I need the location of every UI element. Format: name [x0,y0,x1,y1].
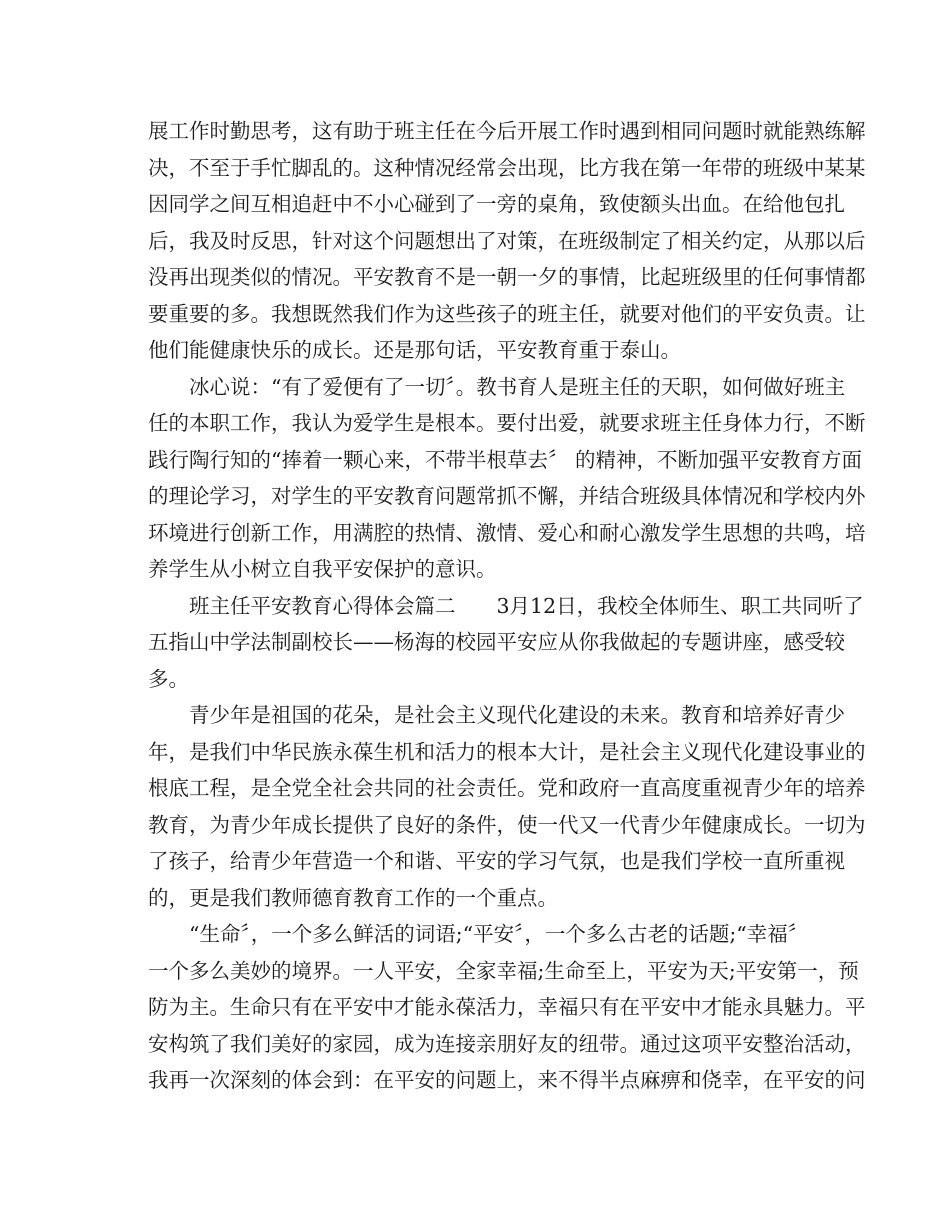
text-line: 多。 [148,666,189,691]
text-line: 决，不至于手忙脚乱的。这种情况经常会出现，比方我在第一年带的班级中某某 [148,155,866,180]
text-line: 的，更是我们教师德育教育工作的一个重点。 [148,885,558,910]
text-line: 班主任平安教育心得体会篇二 3月12日，我校全体师生、职工共同听了 [148,593,864,618]
text-line: 任的本职工作，我认为爱学生是根本。要付出爱，就要求班主任身体力行，不断 [148,411,866,435]
text-line: 他们能健康快乐的成长。还是那句话，平安教育重于泰山。 [148,338,681,362]
text-line: 我再一次深刻的体会到：在平安的问题上，来不得半点麻痹和侥幸，在平安的问 [148,1068,866,1092]
text-line: 没再出现类似的情况。平安教育不是一朝一夕的事情，比起班级里的任何事情都 [148,265,866,289]
document-body [148,113,866,1099]
text-line: 五指山中学法制副校长——杨海的校园平安应从你我做起的专题讲座，感受较 [148,630,845,654]
text-line: 践行陶行知的“捧着一颗心来，不带半根草去〞 的精神，不断加强平安教育方面 [148,447,862,472]
text-line: 了孩子，给青少年营造一个和谐、平安的学习气氛，也是我们学校一直所重视 [148,849,845,873]
paragraph-3 [148,588,864,698]
text-line: 要重要的多。我想既然我们作为这些孩子的班主任，就要对他们的平安负责。让 [148,301,866,326]
text-line: 年，是我们中华民族永葆生机和活力的根本大计，是社会主义现代化建设事业的 [148,739,866,764]
text-line: 青少年是祖国的花朵，是社会主义现代化建设的未来。教育和培养好青少 [148,703,845,727]
text-line: 防为主。生命只有在平安中才能永葆活力，幸福只有在平安中才能永具魅力。平 [148,995,866,1019]
text-line: 根底工程，是全党全社会共同的社会责任。党和政府一直高度重视青少年的培养 [148,776,866,800]
text-line: 一个多么美妙的境界。一人平安，全家幸福;生命至上，平安为天;平安第一，预 [148,958,859,983]
text-line: 环境进行创新工作，用满腔的热情、激情、爱心和耐心激发学生思想的共鸣，培 [148,520,866,545]
text-line: 教育，为青少年成长提供了良好的条件，使一代又一代青少年健康成长。一切为 [148,812,866,837]
paragraph-5 [148,916,866,1099]
text-line: 安构筑了我们美好的家园，成为连接亲朋好友的纽带。通过这项平安整治活动， [148,1031,866,1056]
paragraph-1 [148,113,866,369]
text-line: 后，我及时反思，针对这个问题想出了对策，在班级制定了相关约定，从那以后 [148,228,866,253]
text-line: 因同学之间互相追赶中不小心碰到了一旁的桌角，致使额头出血。在给他包扎 [148,192,845,216]
text-line: 展工作时勤思考，这有助于班主任在今后开展工作时遇到相同问题时就能熟练解 [148,119,866,143]
text-line: “生命〞，一个多么鲜活的词语;“平安〞，一个多么古老的话题;“幸福〞 [148,922,809,946]
text-line: 的理论学习，对学生的平安教育问题常抓不懈，并结合班级具体情况和学校内外 [148,484,866,508]
paragraph-2 [148,369,866,588]
text-line: 养学生从小树立自我平安保护的意识。 [148,557,497,581]
paragraph-4 [148,697,866,916]
text-line: 冰心说：“有了爱便有了一切〞。教书育人是班主任的天职，如何做好班主 [148,374,846,399]
